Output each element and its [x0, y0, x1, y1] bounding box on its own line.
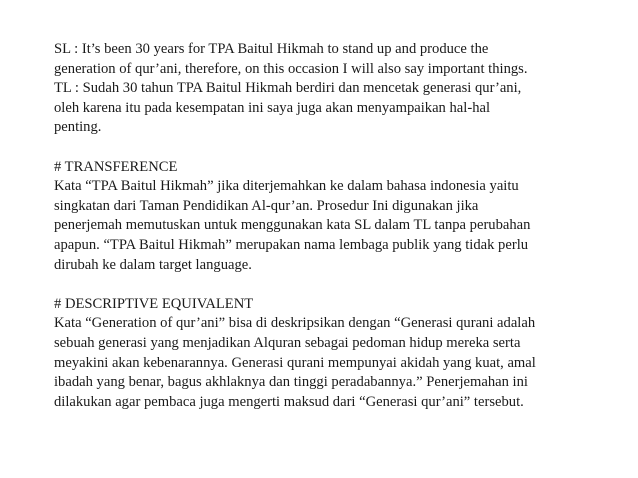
text-line: penting. [54, 119, 102, 136]
text-line: TL : Sudah 30 tahun TPA Baitul Hikmah berdiri dan mencetak generasi qur’ani, [54, 80, 522, 97]
descriptive-equivalent-paragraph [54, 295, 614, 413]
text-line: dilakukan agar pembaca juga mengerti maksud dari “Generasi qur’ani” tersebut. [54, 393, 524, 410]
sl-tl-paragraph [54, 40, 614, 138]
text-line: SL : It’s been 30 years for TPA Baitul Hikmah to stand up and produce the [54, 41, 489, 57]
paragraph-gap [54, 138, 614, 158]
text-line: penerjemah memutuskan untuk menggunakan kata SL dalam TL tanpa perubahan [54, 217, 531, 234]
section-heading: # TRANSFERENCE [54, 158, 178, 175]
section-heading: # DESCRIPTIVE EQUIVALENT [54, 295, 254, 312]
text-line: ibadah yang benar, bagus akhlaknya dan tinggi peradabannya.” Penerjemahan ini [54, 374, 528, 391]
text-line: meyakini akan kebenarannya. Generasi qurani mempunyai akidah yang kuat, amal [54, 354, 536, 371]
text-line: sebuah generasi yang menjadikan Alquran sebagai pedoman hidup mereka serta [54, 334, 521, 351]
slide-text-block [54, 40, 614, 412]
text-line: Kata “TPA Baitul Hikmah” jika diterjemahkan ke dalam bahasa indonesia yaitu [54, 178, 519, 195]
text-line: Kata “Generation of qur’ani” bisa di deskripsikan dengan “Generasi qurani adalah [54, 315, 536, 332]
text-line: oleh karena itu pada kesempatan ini saya juga akan menyampaikan hal-hal [54, 99, 491, 116]
text-line: singkatan dari Taman Pendidikan Al-qur’an. Prosedur Ini digunakan jika [54, 197, 479, 214]
text-line: generation of qur’ani, therefore, on this occasion I will also say important things. [54, 60, 528, 77]
text-line: apapun. “TPA Baitul Hikmah” merupakan nama lembaga publik yang tidak perlu [54, 236, 529, 253]
transference-paragraph [54, 158, 614, 276]
paragraph-gap [54, 275, 614, 295]
text-line: dirubah ke dalam target language. [54, 256, 252, 273]
